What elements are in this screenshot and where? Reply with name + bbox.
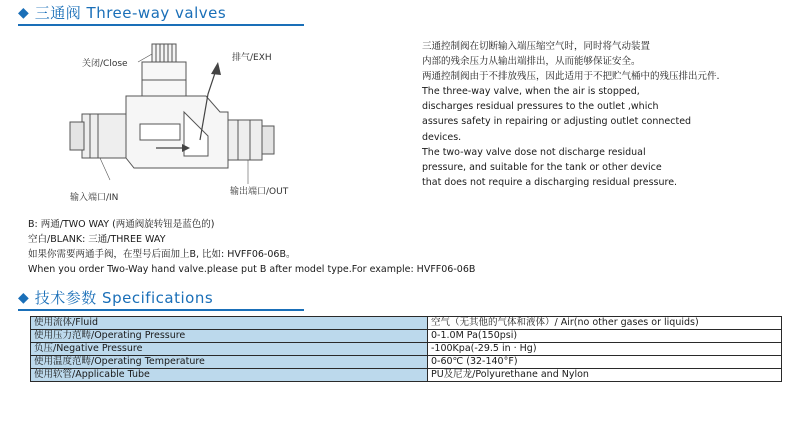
section-title: 技术参数 Specifications xyxy=(34,289,214,307)
desc-line: 两通控制阀由于不排放残压，因此适用于不把贮气桶中的残压排出元件. xyxy=(422,71,720,83)
label-outlet: 输出端口/OUT xyxy=(230,187,289,197)
table-row xyxy=(31,369,782,382)
table-row xyxy=(31,317,782,330)
label-close: 关闭/Close xyxy=(82,59,128,69)
spec-label: 使用流体/Fluid xyxy=(31,317,428,330)
spec-value: 0-1.0M Pa(150psi) xyxy=(428,330,782,343)
section-underline xyxy=(18,309,304,311)
diamond-bullet-icon: ◆ xyxy=(18,4,29,21)
desc-line: assures safety in repairing or adjusting outlet connected xyxy=(422,116,692,128)
desc-line: pressure, and suitable for the tank or other device xyxy=(422,161,662,173)
spec-value: 空气（无其他的气体和液体）/ Air(no other gases or liquids) xyxy=(428,317,782,330)
spec-label: 使用压力范畴/Operating Pressure xyxy=(31,330,428,343)
table-row xyxy=(31,330,782,343)
note-line: 空白/BLANK: 三通/THREE WAY xyxy=(28,234,166,245)
table-row xyxy=(31,343,782,356)
spec-label: 负压/Negative Pressure xyxy=(31,343,428,356)
spec-label: 使用温度范畴/Operating Temperature xyxy=(31,356,428,369)
desc-line: 三通控制阀在切断输入端压缩空气时，同时将气动装置 xyxy=(422,41,651,52)
section-underline xyxy=(18,24,304,26)
label-inlet: 输入端口/IN xyxy=(70,193,119,203)
desc-line: 内部的残余压力从输出端排出，从而能够保证安全。 xyxy=(422,56,641,68)
section-title: 三通阀 Three-way valves xyxy=(34,4,227,22)
spec-value: 0-60℃ (32-140°F) xyxy=(428,356,782,369)
section-header-specifications xyxy=(18,287,213,308)
desc-line: devices. xyxy=(422,131,462,143)
spec-value: -100Kpa(-29.5 in · Hg) xyxy=(428,343,782,356)
spec-value: PU及尼龙/Polyurethane and Nylon xyxy=(428,369,782,382)
note-line: 如果你需要两通手阀，在型号后面加上B, 比如: HVFF06-06B。 xyxy=(28,249,296,260)
note-line: B: 两通/TWO WAY (两通阀旋转钮是蓝色的) xyxy=(28,219,215,230)
spec-label: 使用软管/Applicable Tube xyxy=(31,369,428,382)
valve-description xyxy=(422,39,782,190)
desc-line: The two-way valve dose not discharge residual xyxy=(422,146,646,158)
note-line: When you order Two-Way hand valve.please put B after model type.For example: HVFF06-06B xyxy=(28,264,476,275)
section-header-three-way xyxy=(18,2,226,23)
ordering-notes xyxy=(28,217,475,277)
desc-line: discharges residual pressures to the outlet ,which xyxy=(422,101,659,113)
diamond-bullet-icon: ◆ xyxy=(18,289,29,306)
valve-diagram xyxy=(60,40,390,210)
desc-line: The three-way valve, when the air is stopped, xyxy=(422,86,640,98)
specifications-table xyxy=(30,316,782,382)
desc-line: that does not require a discharging residual pressure. xyxy=(422,176,678,188)
table-row xyxy=(31,356,782,369)
label-exhaust: 排气/EXH xyxy=(232,53,272,63)
